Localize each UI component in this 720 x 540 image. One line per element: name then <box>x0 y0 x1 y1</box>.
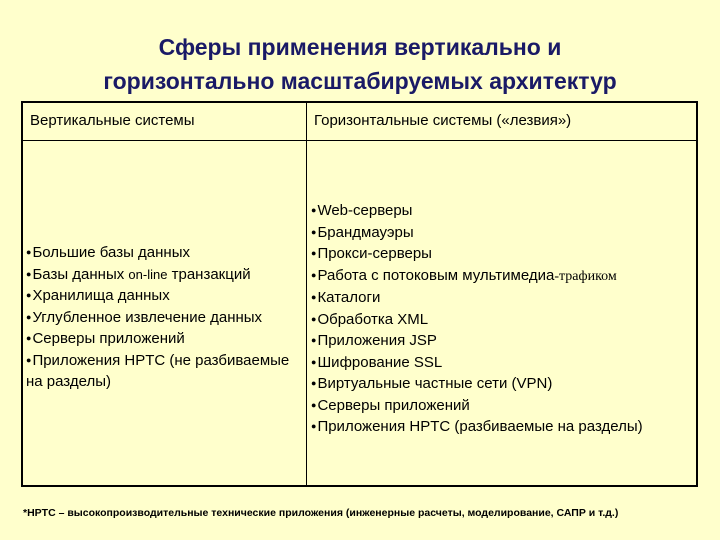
title-line-2: горизонтально масштабируемых архитектур <box>103 68 617 94</box>
bullet-icon: ● <box>311 226 317 237</box>
list-item: ●Виртуальные частные сети (VPN) <box>311 375 553 392</box>
title-line-1: Сферы применения вертикально и <box>158 34 562 60</box>
list-item: ●Углубленное извлечение данных <box>26 308 263 326</box>
header-vertical-systems: Вертикальные системы <box>30 112 195 129</box>
bullet-icon: ● <box>311 292 317 302</box>
list-item: ●Приложения JSP <box>311 332 437 349</box>
list-item: ●Хранилища данных <box>26 287 170 304</box>
list-item: ●Приложения HPTC (разбиваемые на разделы) <box>311 418 643 435</box>
list-item: ●Каталоги <box>311 289 381 306</box>
bullet-icon: ● <box>311 269 317 280</box>
bullet-icon: ● <box>26 268 32 279</box>
column-divider <box>306 103 307 485</box>
bullet-icon: ● <box>311 399 317 410</box>
list-item: ●Приложения HPTC (не разбиваемые на разделы) <box>26 351 290 390</box>
bullet-icon: ● <box>311 205 317 215</box>
header-horizontal-systems: Горизонтальные системы («лезвия») <box>314 112 572 129</box>
list-item: ●Web-серверы <box>311 202 413 219</box>
header-divider <box>23 140 696 141</box>
bullet-icon: ● <box>26 354 32 365</box>
list-item: ●Большие базы данных <box>26 244 190 261</box>
comparison-table <box>21 101 698 487</box>
list-item: ●Шифрование SSL <box>311 353 443 371</box>
bullet-icon: ● <box>311 356 317 367</box>
horizontal-systems-list <box>311 200 695 438</box>
bullet-icon: ● <box>311 248 317 258</box>
vertical-systems-list <box>26 242 304 393</box>
bullet-icon: ● <box>311 335 317 345</box>
list-item: ●Брандмауэры <box>311 223 414 241</box>
bullet-icon: ● <box>26 333 32 343</box>
bullet-icon: ● <box>26 311 32 322</box>
list-item: ●Базы данных on-line транзакций <box>26 265 251 283</box>
bullet-icon: ● <box>26 290 32 300</box>
bullet-icon: ● <box>26 247 32 257</box>
list-item: ●Работа с потоковым мультимедиа-трафиком <box>311 266 617 284</box>
list-item: ●Обработка XML <box>311 310 429 328</box>
bullet-icon: ● <box>311 313 317 324</box>
list-item: ●Прокси-серверы <box>311 245 432 262</box>
list-item: ●Серверы приложений <box>311 396 470 414</box>
footnote: *HPTC – высокопроизводительные технические приложения (инженерные расчеты, моделирование, САПР и т.д.) <box>23 507 619 519</box>
slide-title <box>0 30 720 98</box>
bullet-icon: ● <box>311 421 317 431</box>
bullet-icon: ● <box>311 378 317 388</box>
list-item: ●Серверы приложений <box>26 330 185 347</box>
